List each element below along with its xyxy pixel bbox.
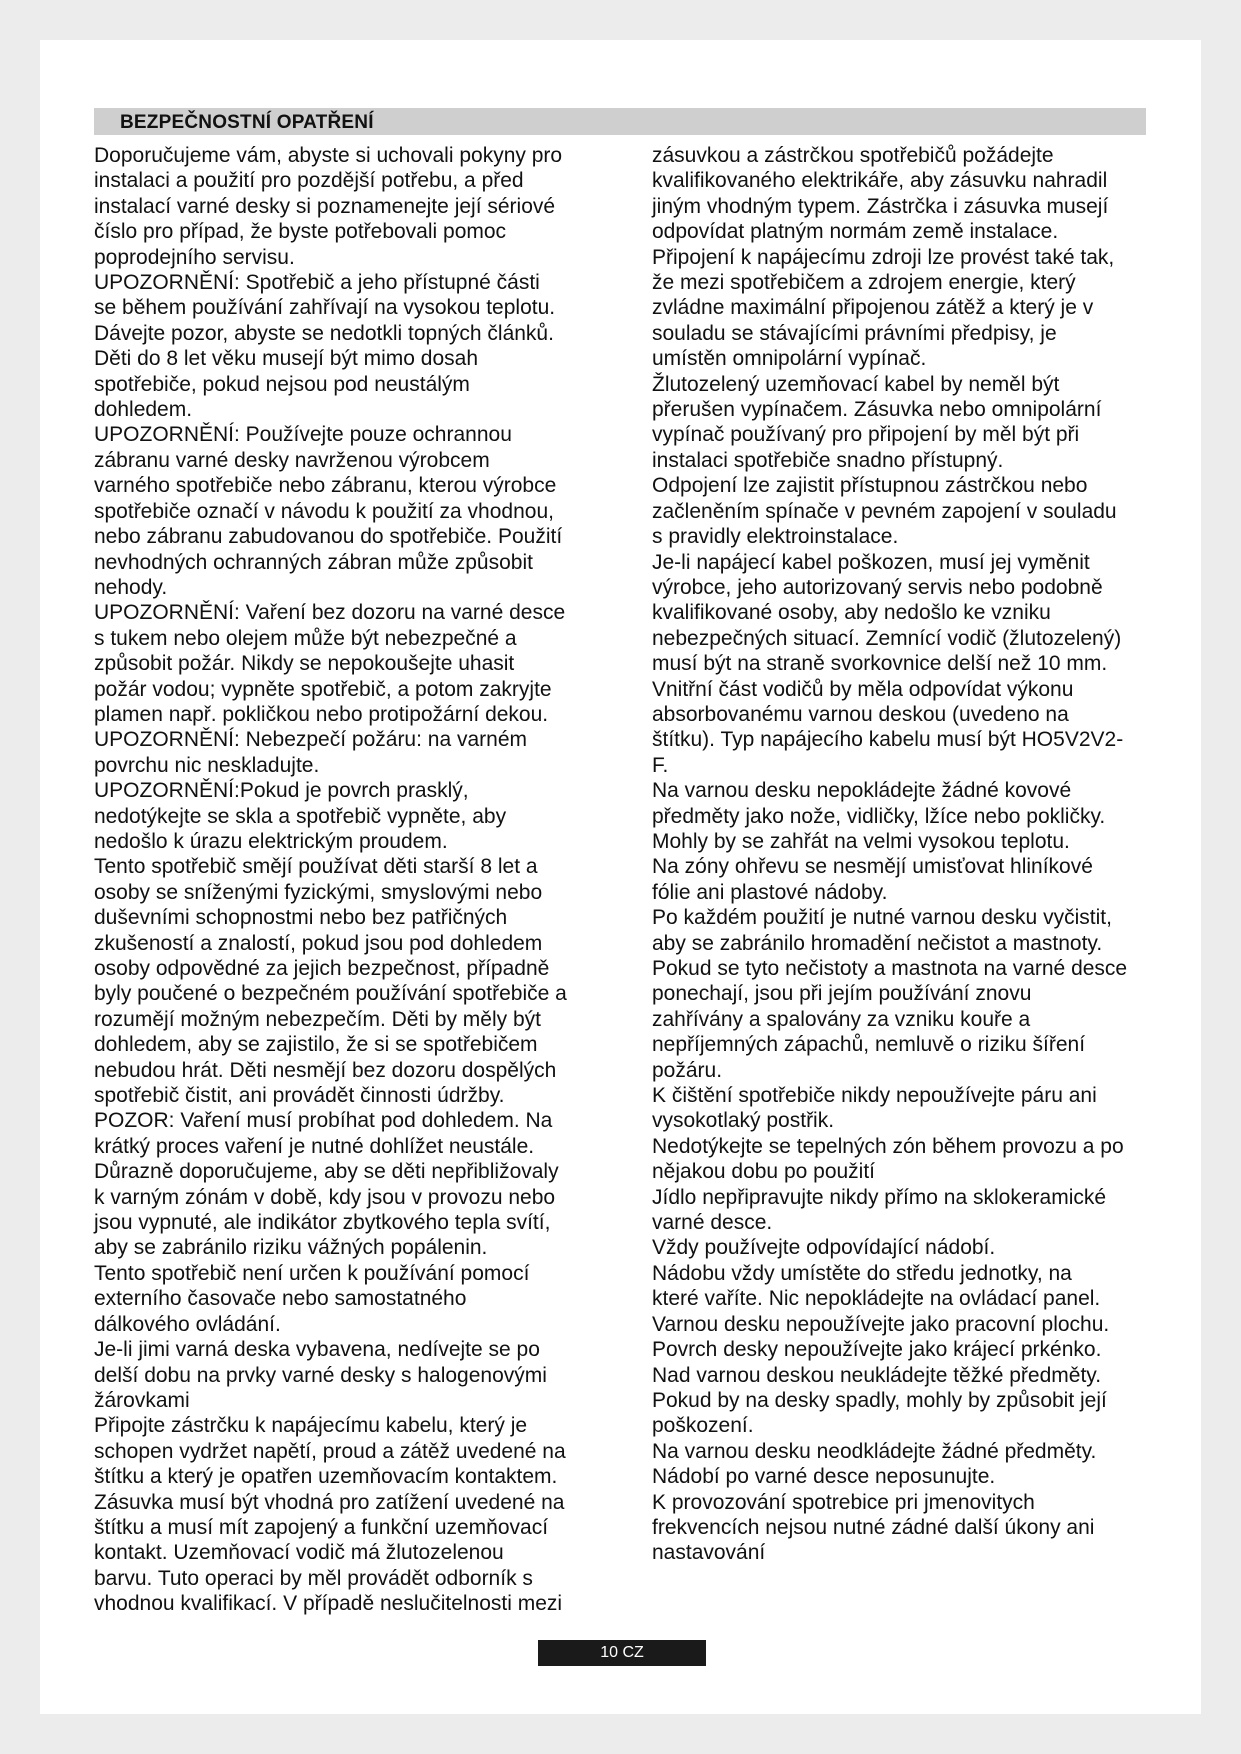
paragraph: K provozování spotrebice pri jmenovitych frekvencích nejsou nutné zádné další úkony ani nastavování [652,1490,1095,1565]
paragraph: Nedotýkejte se tepelných zón během provozu a po nějakou dobu po použití [652,1134,1124,1184]
paragraph: Jídlo nepřipravujte nikdy přímo na sklokeramické varné desce. [652,1185,1107,1235]
paragraph: Připojení k napájecímu zdroji lze provést také tak, že mezi spotřebičem a zdrojem energie, který zvládne maximální připojenou zátěž a který je v souladu se stávajícími právními předpisy, je umístěn omnipolární vypínač. [652,245,1115,371]
paragraph: Odpojení lze zajistit přístupnou zástrčkou nebo začleněním spínače v pevném zapojení v souladu s pravidly elektroinstalace. [652,474,1117,549]
paragraph: zásuvkou a zástrčkou spotřebičů požádejte kvalifikovaného elektrikáře, aby zásuvku nahradil jiným vhodným typem. Zástrčka i zásuvka musejí odpovídat platným normám země instalace. [652,144,1109,244]
paragraph: Pokud se tyto nečistoty a mastnota na varné desce ponechají, jsou při jejím používání znovu zahřívány a spalovány za vzniku kouře a nepříjemných zápachů, nemluvě o riziku šíření požáru. [652,957,1128,1082]
paragraph: UPOZORNĚNÍ: Spotřebič a jeho přístupné části se během používání zahřívají na vysokou teplotu. Dávejte pozor, abyste se nedotkli topných článků. Děti do 8 let věku musejí být mimo dosah spotřebiče, pokud nejsou pod neustálým dohledem. [94,271,556,422]
paragraph: Důrazně doporučujeme, aby se děti nepřibližovaly k varným zónám v době, kdy jsou v provozu nebo jsou vypnuté, ale indikátor zbytkového tepla svítí, aby se zabránilo riziku vážných popálenin. [94,1160,559,1260]
paragraph: Nádobu vždy umístěte do středu jednotky, na které vaříte. Nic nepokládejte na ovládací panel. [652,1261,1101,1311]
paragraph: UPOZORNĚNÍ:Pokud je povrch prasklý, nedotýkejte se skla a spotřebič vypněte, aby nedošlo k úrazu elektrickým proudem. [94,779,507,853]
paragraph: Je-li jimi varná deska vybavena, nedívejte se po delší dobu na prvky varné desky s halogenovými žárovkami [94,1338,547,1412]
paragraph: Tento spotřebič není určen k používání pomocí externího časovače nebo samostatného dálkového ovládání. [94,1261,530,1336]
right-text-column [652,143,1150,1566]
section-title: BEZPEČNOSTNÍ OPATŘENÍ [120,112,374,133]
paragraph: Na varnou desku neodkládejte žádné předměty. [652,1439,1097,1463]
paragraph: Nad varnou deskou neukládejte těžké předměty. [652,1363,1102,1387]
page-number-tab: 10 CZ [538,1640,706,1666]
paragraph: Připojte zástrčku k napájecímu kabelu, který je schopen vydržet napětí, proud a zátěž uvedené na štítku a který je opatřen uzemňovacím kontaktem. Zásuvka musí být vhodná pro zatížení uvedené na štítku a musí mít zapojený a funkční uzemňovací kontakt. Uzemňovací vodič má žlutozelenou barvu. Tuto operaci by měl provádět odborník s vhodnou kvalifikací. V případě neslučitelnosti mezi [94,1414,566,1616]
paragraph: Doporučujeme vám, abyste si uchovali pokyny pro instalaci a použití pro pozdější potřebu, a před instalací varné desky si poznamenejte její sériové číslo pro případ, že byste potřebovali pomoc poprodejního servisu. [94,144,563,269]
section-header-bar [94,108,1146,135]
paragraph: UPOZORNĚNÍ: Používejte pouze ochrannou zábranu varné desky navrženou výrobcem varného spotřebiče nebo zábranu, kterou výrobce spotřebiče označí v návodu k použití za vhodnou, nebo zábranu zabudovanou do spotřebiče. Použití nevhodných ochranných zábran může způsobit nehody. [94,423,563,599]
paragraph: K čištění spotřebiče nikdy nepoužívejte páru ani vysokotlaký postřik. [652,1084,1097,1133]
paragraph: Vždy používejte odpovídající nádobí. [652,1236,996,1260]
paragraph: Je-li napájecí kabel poškozen, musí jej vyměnit výrobce, jeho autorizovaný servis nebo podobně kvalifikované osoby, aby nedošlo ke vzniku nebezpečných situací. Zemnící vodič (žlutozelený) musí být na straně svorkovnice delší než 10 mm. [652,550,1122,676]
paragraph: Povrch desky nepoužívejte jako krájecí prkénko. [652,1338,1102,1362]
paragraph: Na zóny ohřevu se nesmějí umisťovat hliníkové fólie ani plastové nádoby. [652,855,1093,904]
paragraph: Vnitřní část vodičů by měla odpovídat výkonu absorbovanému varnou deskou (uvedeno na štítku). Typ napájecího kabelu musí být HO5V2V2- F. [652,677,1124,777]
left-text-column [94,143,609,1617]
paragraph: Varnou desku nepoužívejte jako pracovní plochu. [652,1312,1110,1336]
paragraph: Pokud by na desky spadly, mohly by způsobit její poškození. [652,1388,1107,1438]
paragraph: Po každém použití je nutné varnou desku vyčistit, aby se zabránilo hromadění nečistot a mastnoty. [652,906,1112,955]
paragraph: POZOR: Vaření musí probíhat pod dohledem. Na krátký proces vaření je nutné dohlížet neustále. [94,1109,553,1158]
paragraph: Tento spotřebič smějí používat děti starší 8 let a osoby se sníženými fyzickými, smyslovými nebo duševními schopnostmi nebo bez patřičných zkušeností a znalostí, pokud jsou pod dohledem osoby odpovědné za jejich bezpečnost, případně byly poučené o bezpečném používání spotřebiče a rozumějí možným nebezpečím. Děti by měly být dohledem, aby se zajistilo, že si se spotřebičem nebudou hrát. Děti nesmějí bez dozoru dospělých spotřebič čistit, ani provádět činnosti údržby. [94,855,567,1108]
paragraph: UPOZORNĚNÍ: Vaření bez dozoru na varné desce s tukem nebo olejem může být nebezpečné a způsobit požár. Nikdy se nepokoušejte uhasit požár vodou; vypněte spotřebič, a potom zakryjte plamen např. pokličkou nebo protipožární dekou. [94,601,566,726]
paragraph: UPOZORNĚNÍ: Nebezpečí požáru: na varném povrchu nic neskladujte. [94,728,528,777]
paragraph: Na varnou desku nepokládejte žádné kovové předměty jako nože, vidličky, lžíce nebo pokličky. Mohly by se zahřát na velmi vysokou teplotu. [652,779,1106,853]
paragraph: Žlutozelený uzemňovací kabel by neměl být přerušen vypínačem. Zásuvka nebo omnipolární vypínač používaný pro připojení by měl být při instalaci spotřebiče snadno přístupný. [652,372,1102,472]
paragraph: Nádobí po varné desce neposunujte. [652,1465,996,1489]
